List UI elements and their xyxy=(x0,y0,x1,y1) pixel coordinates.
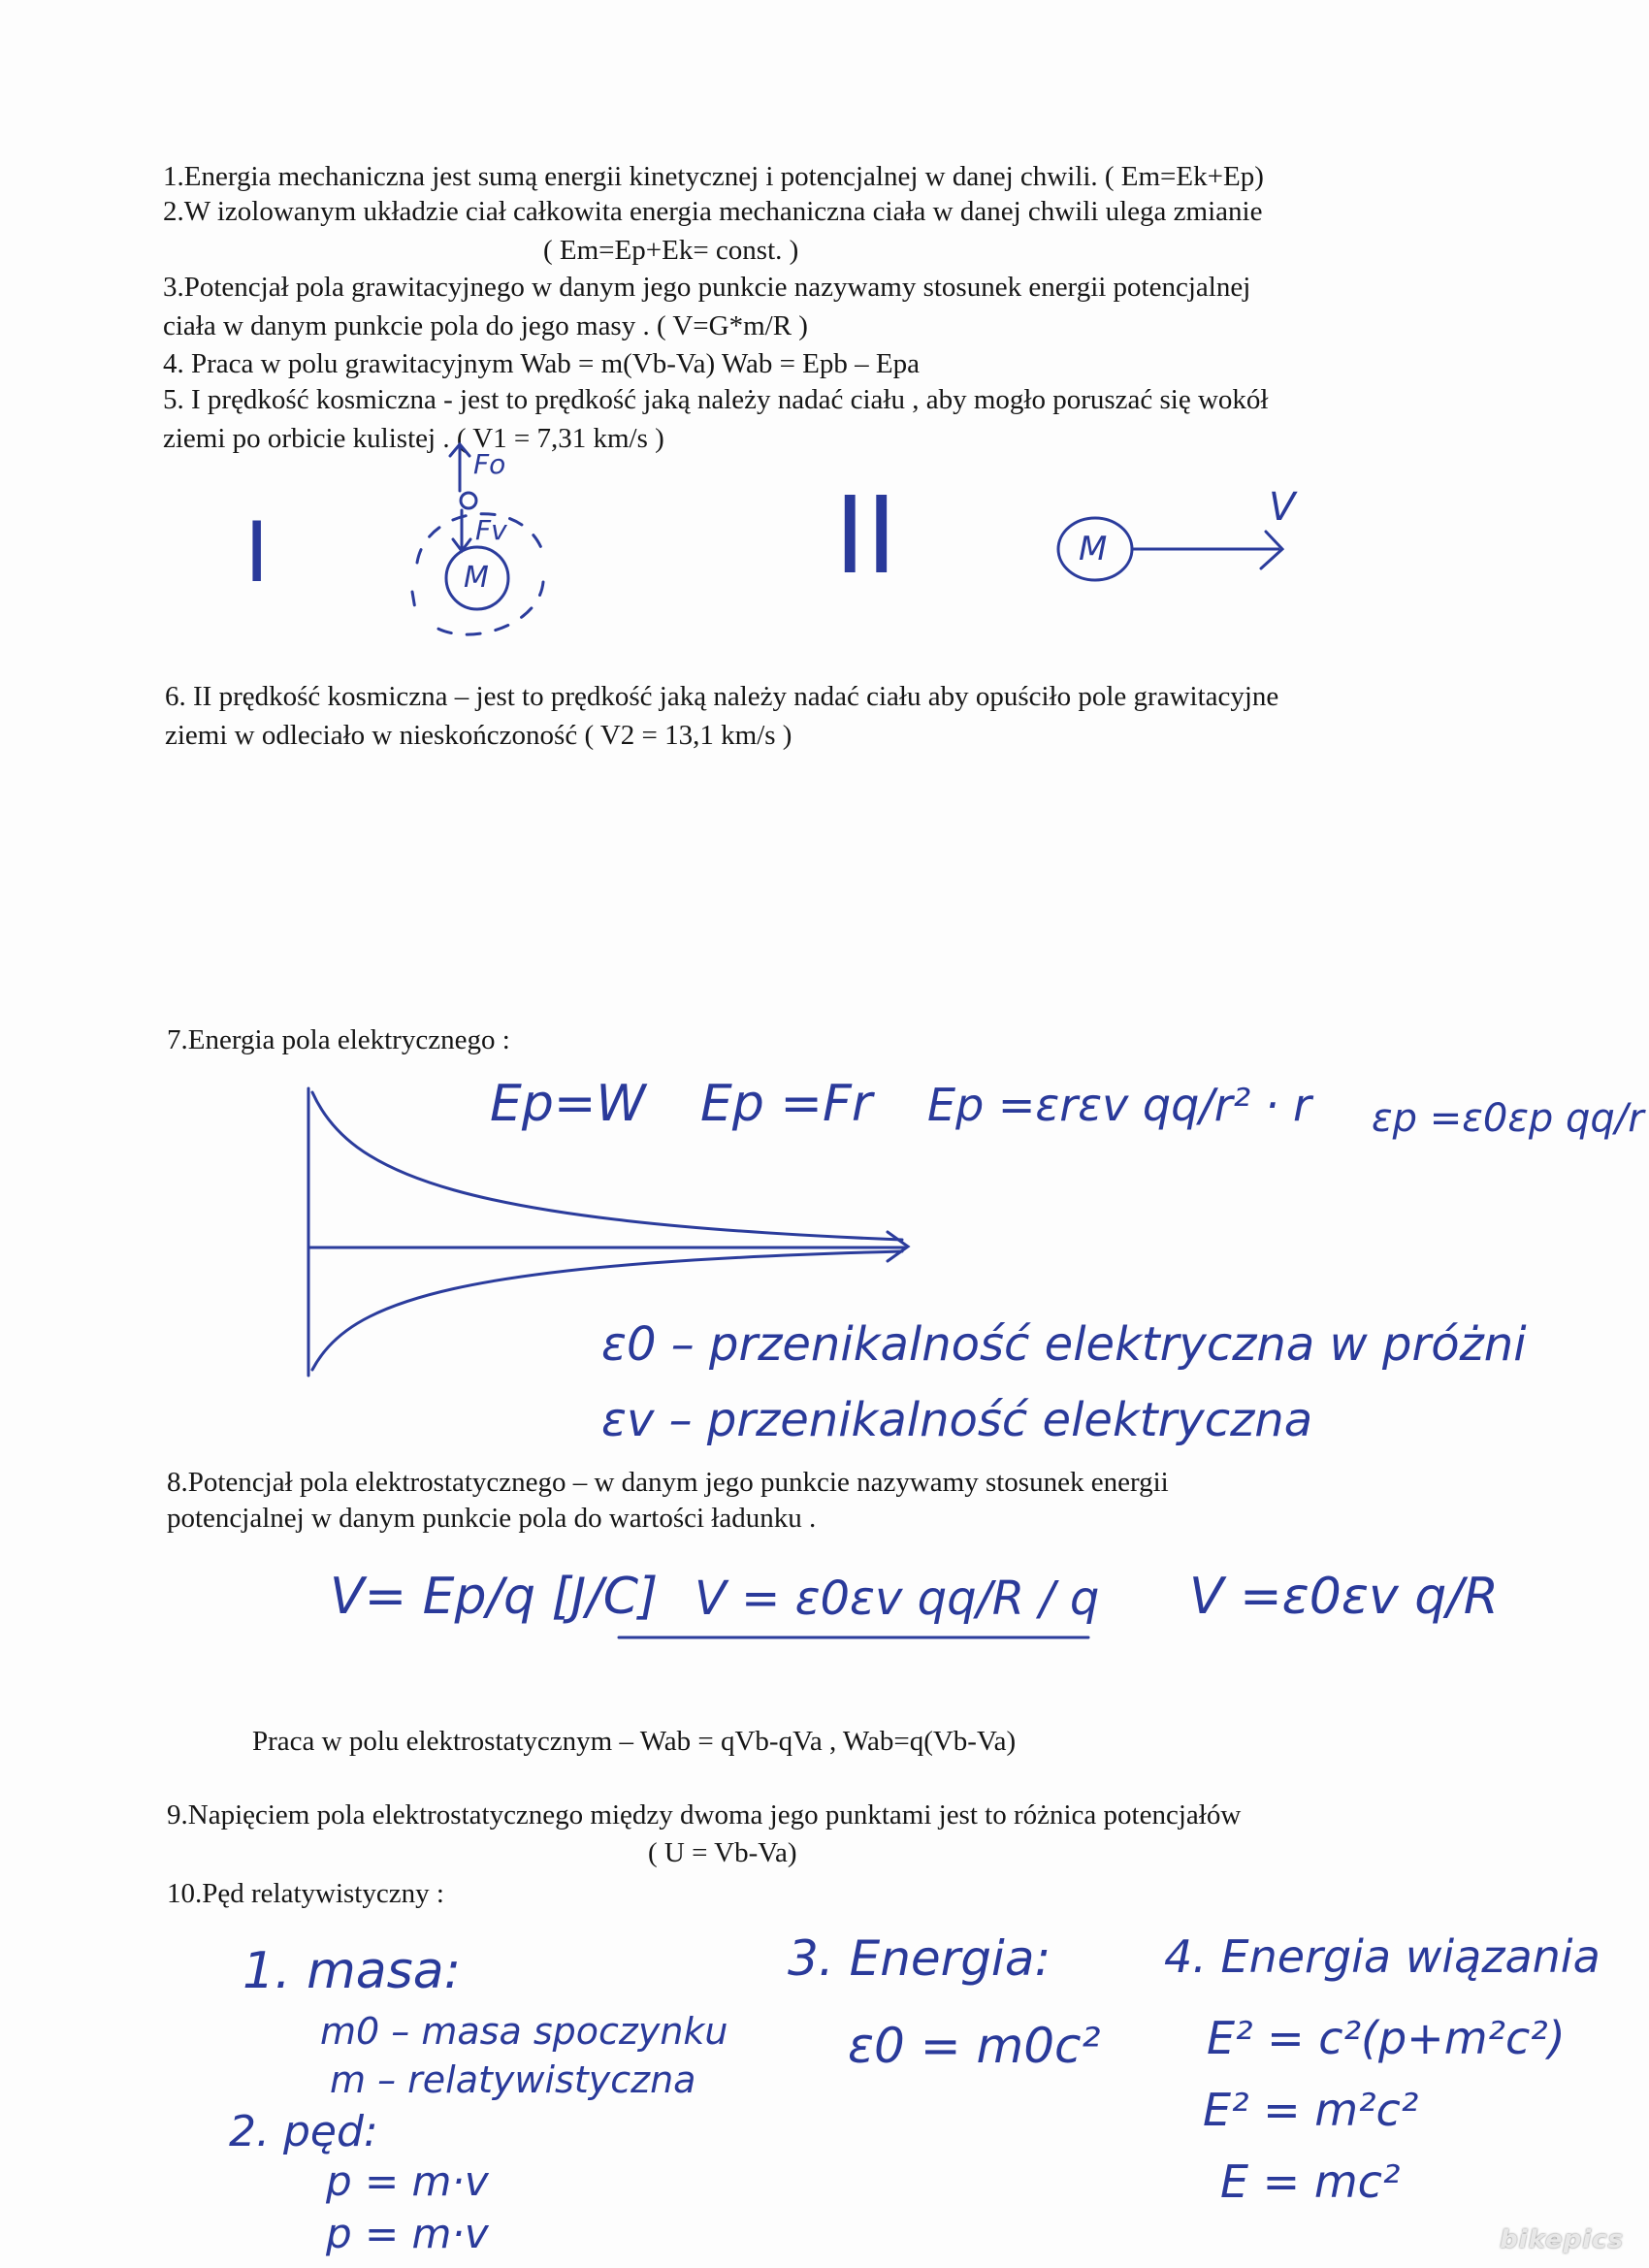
line-8c: Praca w polu elektrostatycznym – Wab = qVb-qVa , Wab=q(Vb-Va) xyxy=(252,1726,1017,1757)
line-3b: ciała w danym punkcie pola do jego masy . ( V=G*m/R ) xyxy=(163,310,808,341)
h4b-energy-eq: E² = m²c² xyxy=(1203,2084,1419,2136)
eq-ep-w: Ep=W xyxy=(490,1075,646,1133)
line-8b: potencjalnej w danym punkcie pola do wartości ładunku . xyxy=(167,1503,817,1534)
line-1: 1.Energia mechaniczna jest sumą energii kinetycznej i potencjalnej w danej chwili. ( Em=Ek+Ep) xyxy=(163,161,1264,192)
watermark: bikepics xyxy=(1500,2225,1624,2254)
line-9: 9.Napięciem pola elektrostatycznego między dwoma jego punktami jest to różnica potencjałów xyxy=(167,1799,1242,1831)
line-8: 8.Potencjał pola elektrostatycznego – w danym jego punkcie nazywamy stosunek energii xyxy=(167,1467,1169,1498)
mass-label-2: M xyxy=(1079,530,1108,568)
orbit-body-dot xyxy=(461,493,476,508)
epsv-definition: εv – przenikalność elektryczna xyxy=(601,1393,1313,1447)
h2-momentum-heading: 2. pęd: xyxy=(229,2107,378,2156)
fig-two-label: II xyxy=(834,473,897,598)
line-5: 5. I prędkość kosmiczna - jest to prędkość jaką należy nadać ciału , aby mogło poruszać się wokół xyxy=(163,384,1269,415)
line-10: 10.Pęd relatywistyczny : xyxy=(167,1878,444,1909)
h1b-relativistic-mass: m – relatywistyczna xyxy=(330,2058,696,2101)
h1-mass-heading: 1. masa: xyxy=(242,1942,462,2000)
line-3: 3.Potencjał pola grawitacyjnego w danym jego punkcie nazywamy stosunek energii potencjalnej xyxy=(163,272,1251,303)
h4c-energy-eq: E = mc² xyxy=(1220,2155,1401,2208)
v-two-label: V xyxy=(1269,485,1296,530)
h3-energy-heading: 3. Energia: xyxy=(788,1930,1051,1987)
v-eq-2: V = ε0εv qq/R / q xyxy=(695,1571,1100,1626)
h2b-momentum-eq: p = m·v xyxy=(326,2210,489,2257)
fv-label: Fv xyxy=(475,514,507,546)
mass-label: M xyxy=(464,561,489,595)
fo-label: Fo xyxy=(473,448,506,480)
eq-ep-fr: Ep =Fr xyxy=(700,1075,873,1133)
eps0-definition: ε0 – przenikalność elektryczna w próżni xyxy=(601,1317,1527,1372)
v-eq-1: V= Ep/q [J/C] xyxy=(330,1568,659,1626)
h3a-rest-energy: ε0 = m0c² xyxy=(848,2018,1101,2074)
line-6b: ziemi w odleciało w nieskończoność ( V2 = 13,1 km/s ) xyxy=(165,720,792,751)
h1a-rest-mass: m0 – masa spoczynku xyxy=(320,2010,728,2053)
fig-one-label: I xyxy=(244,504,270,601)
eq-ep-eps0: εp =ε0εp qq/r xyxy=(1372,1096,1644,1141)
line-4: 4. Praca w polu grawitacyjnym Wab = m(Vb-Va) Wab = Epb – Epa xyxy=(163,348,920,379)
eq-ep-full: Ep =εrεv qq/r² · r xyxy=(927,1079,1311,1131)
line-2b: ( Em=Ep+Ek= const. ) xyxy=(543,235,799,266)
line-5b: ziemi po orbicie kulistej . ( V1 = 7,31 km/s ) xyxy=(163,423,664,454)
line-6: 6. II prędkość kosmiczna – jest to prędkość jaką należy nadać ciału aby opuściło pole grawitacyjne xyxy=(165,681,1279,712)
line-2: 2.W izolowanym układzie ciał całkowita energia mechaniczna ciała w danej chwili ulega zmianie xyxy=(163,196,1263,227)
v-eq-3: V =ε0εv q/R xyxy=(1189,1568,1499,1626)
h4-binding-heading: 4. Energia wiązania xyxy=(1164,1930,1600,1983)
line-9b: ( U = Vb-Va) xyxy=(648,1837,797,1868)
line-7: 7.Energia pola elektrycznego : xyxy=(167,1024,510,1055)
h2a-momentum-eq: p = m·v xyxy=(326,2157,489,2205)
h4a-energy-eq: E² = c²(p+m²c²) xyxy=(1207,2012,1566,2064)
